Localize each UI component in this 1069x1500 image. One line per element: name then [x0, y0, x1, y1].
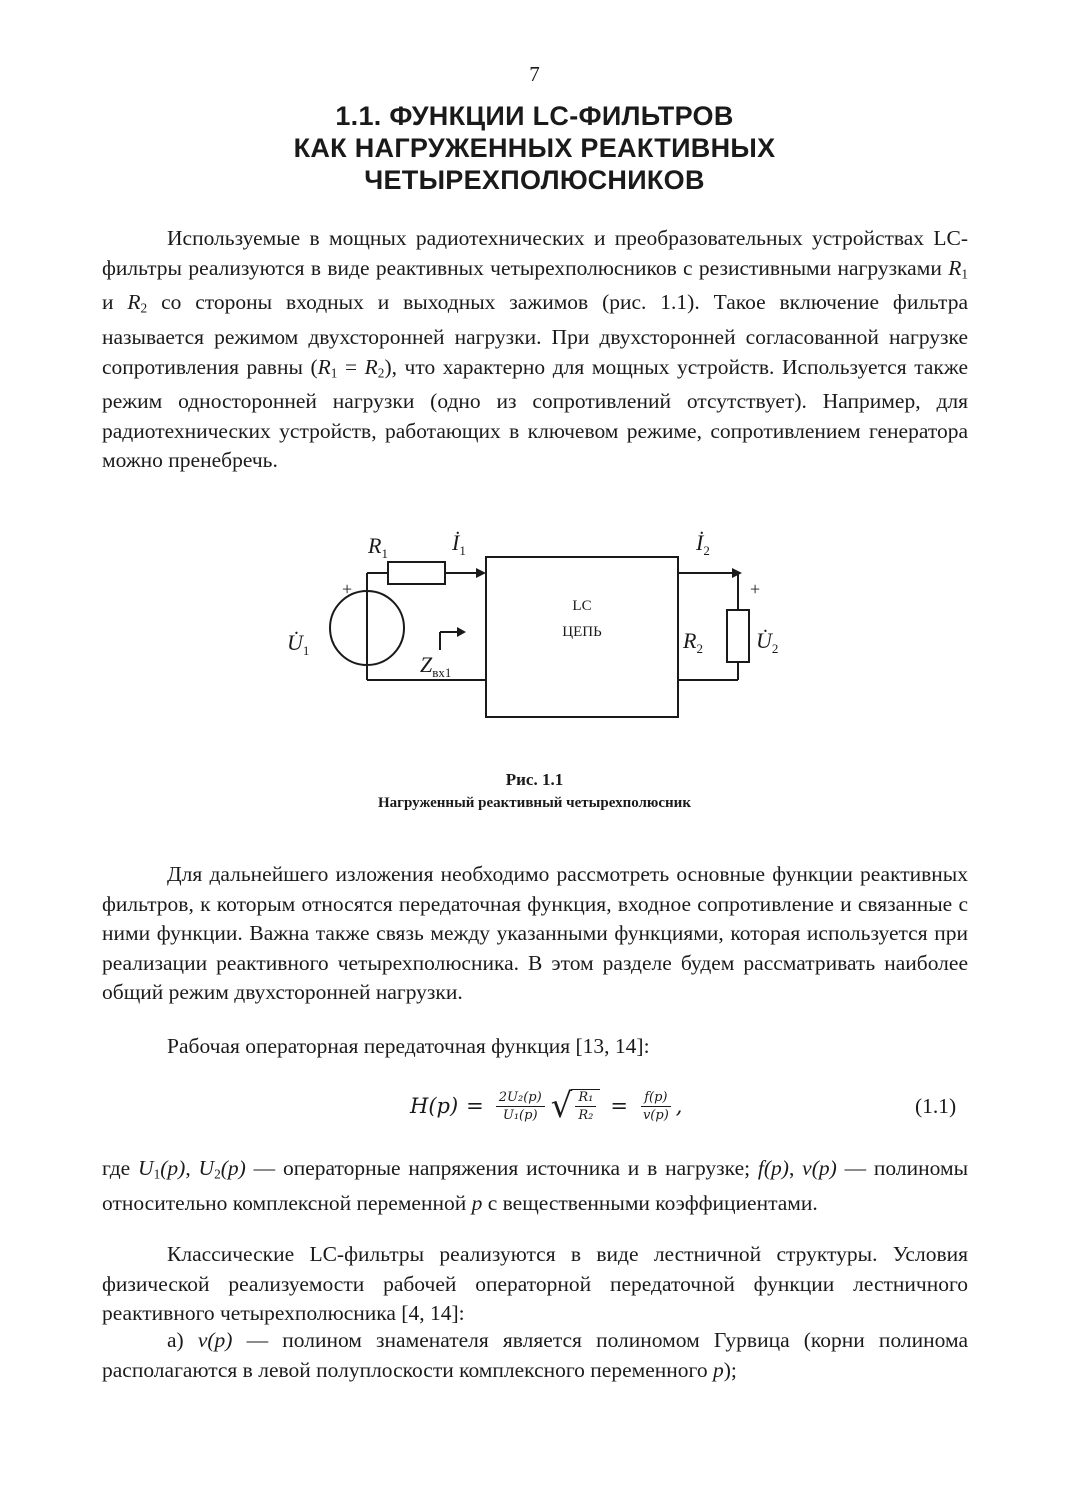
formula-den: U₁(p): [502, 1107, 538, 1123]
label-plus-left: +: [342, 579, 353, 599]
label-zin: $Z_{вх1}$: [420, 652, 452, 680]
formula-comma: ,: [675, 1094, 683, 1118]
box-label-lc: LC: [572, 598, 592, 614]
section-title: [0, 100, 1069, 196]
paragraph-where: где $U_1(p)$, $U_2(p)$ — операторные напряжения источника и в нагрузке; f(p), v(p) — полиномы относительно комплексной переменной p с вещественными коэффициентами.: [102, 1156, 969, 1215]
formula-number: (1.1): [915, 1094, 957, 1118]
figure-caption-text: Нагруженный реактивный четырехполюсник: [378, 795, 691, 811]
page-number: 7: [529, 62, 540, 86]
section-title-line-1: 1.1. ФУНКЦИИ LC-ФИЛЬТРОВ: [335, 101, 734, 131]
label-u2: $U̇_2$: [756, 628, 779, 656]
section-title-line-3: ЧЕТЫРЕХПОЛЮСНИКОВ: [364, 165, 705, 195]
paragraph-functions: Для дальнейшего изложения необходимо рассмотреть основные функции реактивных фильтров, к которым относятся передаточная функция, входное сопротивление и связанные с ними функции. Важна также связь между указанными функциями, которая используется при реализации реактивного четырехполюсника. В этом разделе будем рассматривать наиболее общий режим двухсторонней нагрузки.: [102, 862, 968, 1004]
label-plus-right: +: [750, 579, 761, 599]
formula-equals-2: =: [610, 1094, 628, 1118]
section-title-line-2: КАК НАГРУЖЕННЫХ РЕАКТИВНЫХ: [293, 133, 776, 163]
formula-fraction-resistance: [575, 1090, 596, 1123]
formula-num: 2U₂(p): [496, 1090, 545, 1107]
figure-caption-title: Рис. 1.1: [505, 770, 564, 789]
resistor-r2: [727, 610, 749, 662]
formula-fraction-voltage: [496, 1090, 545, 1123]
formula-equals-1: =: [466, 1094, 484, 1118]
circuit-diagram: [280, 520, 800, 750]
formula-1-1: [410, 1074, 682, 1138]
label-i2: $İ_2$: [696, 530, 710, 558]
sqrt-sign: √: [550, 1086, 573, 1126]
current-arrow-i1: [476, 568, 486, 578]
formula-sqrt: [550, 1086, 601, 1126]
zin-arrow-head: [457, 627, 466, 637]
label-r2: $R_2$: [683, 628, 703, 656]
box-label-circuit: ЦЕПЬ: [562, 624, 602, 640]
label-r1: $R_1$: [368, 533, 388, 561]
paragraph-intro: Используемые в мощных радиотехнических и преобразовательных устройствах LC-фильтры реализуются в виде реактивных четырехполюсников с резистивными нагрузками $R_1$ и $R_2$ со стороны входных и выходных зажимов (рис. 1.1). Такое включение фильтра называется режимом двухсторонней нагрузки. При двухсторонней согласованной нагрузке сопротивления равны $(R_1 = R_2)$, что характерно для мощных устройств. Используется также режим односторонней нагрузки (одно из сопротивлений отсутствует). Например, для радиотехнических устройств, работающих в ключевом режиме, сопротивлением генератора можно пренебречь.: [102, 226, 968, 473]
label-u1: $U̇_1$: [287, 630, 310, 658]
formula-fraction-poly: [640, 1090, 672, 1123]
paragraph-ladder: Классические LC-фильтры реализуются в виде лестничной структуры. Условия физической реализуемости рабочей операторной передаточной функции лестничного реактивного четырехполюсника [4, 14]:: [102, 1242, 968, 1325]
formula-sqrt-den: R₂: [578, 1108, 594, 1123]
paragraph-transfer-intro: Рабочая операторная передаточная функция [13, 14]:: [167, 1034, 650, 1058]
label-i1: $İ_1$: [452, 530, 466, 558]
paragraph-condition-a: а) v(p) — полином знаменателя является полиномом Гурвица (корни полинома располагаются в левой полуплоскости комплексного переменного p);: [102, 1328, 968, 1382]
formula-num2: f(p): [641, 1090, 670, 1107]
formula-sqrt-num: R₁: [575, 1090, 596, 1107]
formula-lhs: H(p): [410, 1094, 459, 1118]
formula-den2: v(p): [642, 1107, 669, 1123]
resistor-r1: [388, 562, 445, 584]
